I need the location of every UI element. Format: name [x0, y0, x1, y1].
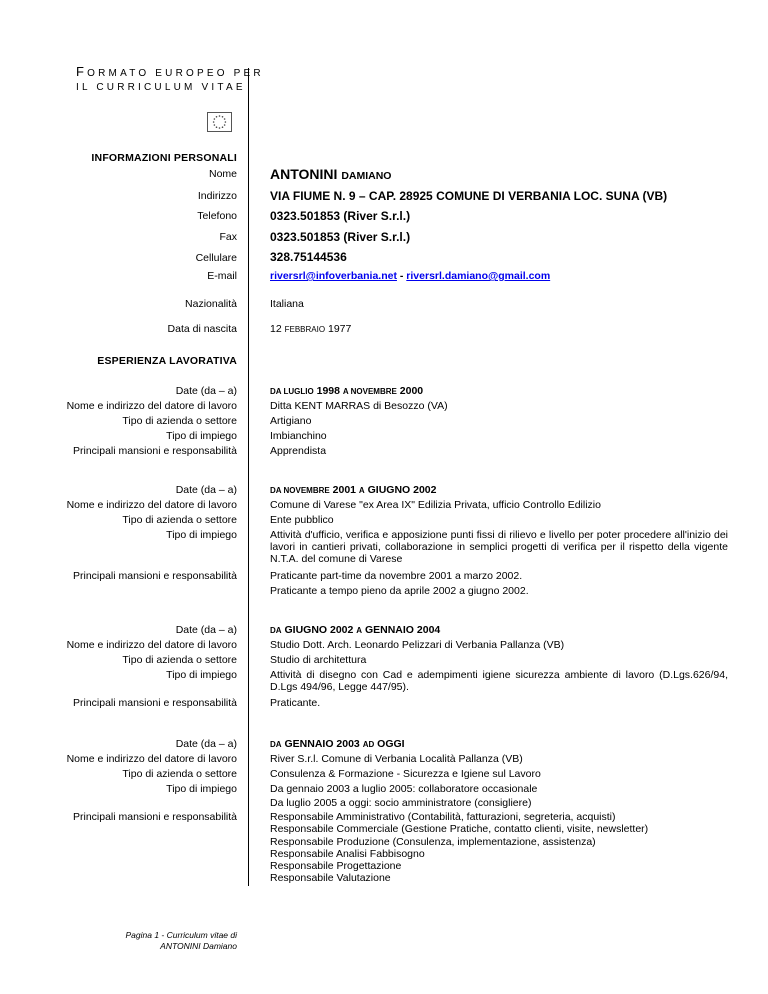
phone-label: Telefono	[197, 210, 237, 222]
job1-sector: Artigiano	[270, 415, 312, 427]
birth-label: Data di nascita	[167, 323, 237, 335]
eu-flag-icon	[207, 112, 232, 132]
job3-job: Attività di disegno con Cad e adempimenti igiene sicurezza ambiente di lavoro (D.Lgs.626/94, D.Lgs 494/96, Legge 447/95).	[270, 669, 728, 693]
phone-value: 0323.501853 (River S.r.l.)	[270, 209, 411, 223]
address-value: VIA FIUME N. 9 – CAP. 28925 COMUNE DI VERBANIA LOC. SUNA (VB)	[270, 189, 668, 203]
email-label: E-mail	[207, 270, 237, 282]
job3-duties: Praticante.	[270, 697, 321, 709]
job4-job-label: Tipo di impiego	[166, 783, 237, 795]
mobile-value: 328.75144536	[270, 250, 347, 264]
email-link-1[interactable]: riversrl@infoverbania.net	[270, 270, 397, 282]
cv-title-line1: FORMATO EUROPEO PER	[76, 64, 264, 79]
job2-job-label: Tipo di impiego	[166, 529, 237, 541]
job4-duties-label: Principali mansioni e responsabilità	[72, 811, 237, 823]
name-label: Nome	[208, 168, 237, 180]
job4-job-1: Da gennaio 2003 a luglio 2005: collaboratore occasionale	[270, 783, 538, 795]
job2-dates-label: Date (da – a)	[175, 484, 237, 496]
job1-dates: DA LUGLIO 1998 A NOVEMBRE 2000	[270, 385, 424, 397]
job4-job-2: Da luglio 2005 a oggi: socio amministratore (consigliere)	[270, 797, 532, 809]
job1-duties-label: Principali mansioni e responsabilità	[72, 445, 237, 457]
duty-item: Responsabile Commerciale (Gestione Pratiche, contatto clienti, visite, newsletter)	[270, 823, 649, 836]
fax-value: 0323.501853 (River S.r.l.)	[270, 230, 411, 244]
job3-sector: Studio di architettura	[270, 654, 367, 666]
job3-duties-label: Principali mansioni e responsabilità	[72, 697, 237, 709]
job1-duties: Apprendista	[270, 445, 327, 457]
job2-employer-label: Nome e indirizzo del datore di lavoro	[66, 499, 237, 511]
job4-sector: Consulenza & Formazione - Sicurezza e Igiene sul Lavoro	[270, 768, 541, 780]
job1-employer-label: Nome e indirizzo del datore di lavoro	[66, 400, 237, 412]
job3-employer-label: Nome e indirizzo del datore di lavoro	[66, 639, 237, 651]
job2-sector-label: Tipo di azienda o settore	[122, 514, 237, 526]
job2-dates: DA NOVEMBRE 2001 A GIUGNO 2002	[270, 484, 437, 496]
mobile-label: Cellulare	[195, 252, 237, 264]
job1-employer: Ditta KENT MARRAS di Besozzo (VA)	[270, 400, 448, 412]
section-work-experience: ESPERIENZA LAVORATIVA	[97, 355, 237, 367]
job3-employer: Studio Dott. Arch. Leonardo Pelizzari di Verbania Pallanza (VB)	[270, 639, 565, 651]
job4-employer-label: Nome e indirizzo del datore di lavoro	[66, 753, 237, 765]
duty-item: Responsabile Valutazione	[270, 872, 391, 885]
job2-duties-2: Praticante a tempo pieno da aprile 2002 a giugno 2002.	[270, 585, 529, 597]
cv-title-line2: IL CURRICULUM VITAE	[76, 82, 246, 93]
job1-sector-label: Tipo di azienda o settore	[122, 415, 237, 427]
job1-job-label: Tipo di impiego	[166, 430, 237, 442]
column-divider	[248, 68, 249, 886]
page-footer: Pagina 1 - Curriculum vitae di ANTONINI Damiano	[125, 930, 237, 951]
job2-duties-1: Praticante part-time da novembre 2001 a marzo 2002.	[270, 570, 523, 582]
person-name: ANTONINI DAMIANO	[270, 166, 392, 182]
nationality-value: Italiana	[270, 298, 304, 310]
birth-value: 12 FEBBRAIO 1977	[270, 323, 352, 335]
job3-job-label: Tipo di impiego	[166, 669, 237, 681]
address-label: Indirizzo	[197, 190, 237, 202]
email-value: riversrl@infoverbania.net - riversrl.damiano@gmail.com	[270, 270, 551, 282]
job1-job: Imbianchino	[270, 430, 327, 442]
job3-dates-label: Date (da – a)	[175, 624, 237, 636]
job4-employer: River S.r.l. Comune di Verbania Località Pallanza (VB)	[270, 753, 523, 765]
job4-dates-label: Date (da – a)	[175, 738, 237, 750]
duty-item: Responsabile Progettazione	[270, 860, 402, 873]
section-personal-info: INFORMAZIONI PERSONALI	[91, 152, 237, 164]
job3-sector-label: Tipo di azienda o settore	[122, 654, 237, 666]
job4-duties-list	[270, 811, 648, 885]
job2-job: Attività d'ufficio, verifica e apposizione punti fissi di rilievo e livello per poter procedere all'inizio dei lavori in cantieri privati, collaborazione in semplici progetti di verifica per il rispetto della vigente N.T.A. del comune di Varese	[270, 529, 728, 565]
job1-dates-label: Date (da – a)	[175, 385, 237, 397]
duty-item: Responsabile Produzione (Consulenza, implementazione, assistenza)	[270, 835, 596, 848]
duty-item: Responsabile Analisi Fabbisogno	[270, 847, 425, 860]
job2-duties-label: Principali mansioni e responsabilità	[72, 570, 237, 582]
job2-employer: Comune di Varese "ex Area IX" Edilizia Privata, ufficio Controllo Edilizio	[270, 499, 601, 511]
job2-sector: Ente pubblico	[270, 514, 334, 526]
duty-item: Responsabile Amministrativo (Contabilità, fatturazioni, segreteria, acquisti)	[270, 811, 616, 823]
job3-dates: DA GIUGNO 2002 A GENNAIO 2004	[270, 624, 441, 636]
job4-sector-label: Tipo di azienda o settore	[122, 768, 237, 780]
nationality-label: Nazionalità	[185, 298, 237, 310]
fax-label: Fax	[219, 231, 237, 243]
email-link-2[interactable]: riversrl.damiano@gmail.com	[406, 270, 551, 282]
job4-dates: DA GENNAIO 2003 AD OGGI	[270, 738, 405, 750]
